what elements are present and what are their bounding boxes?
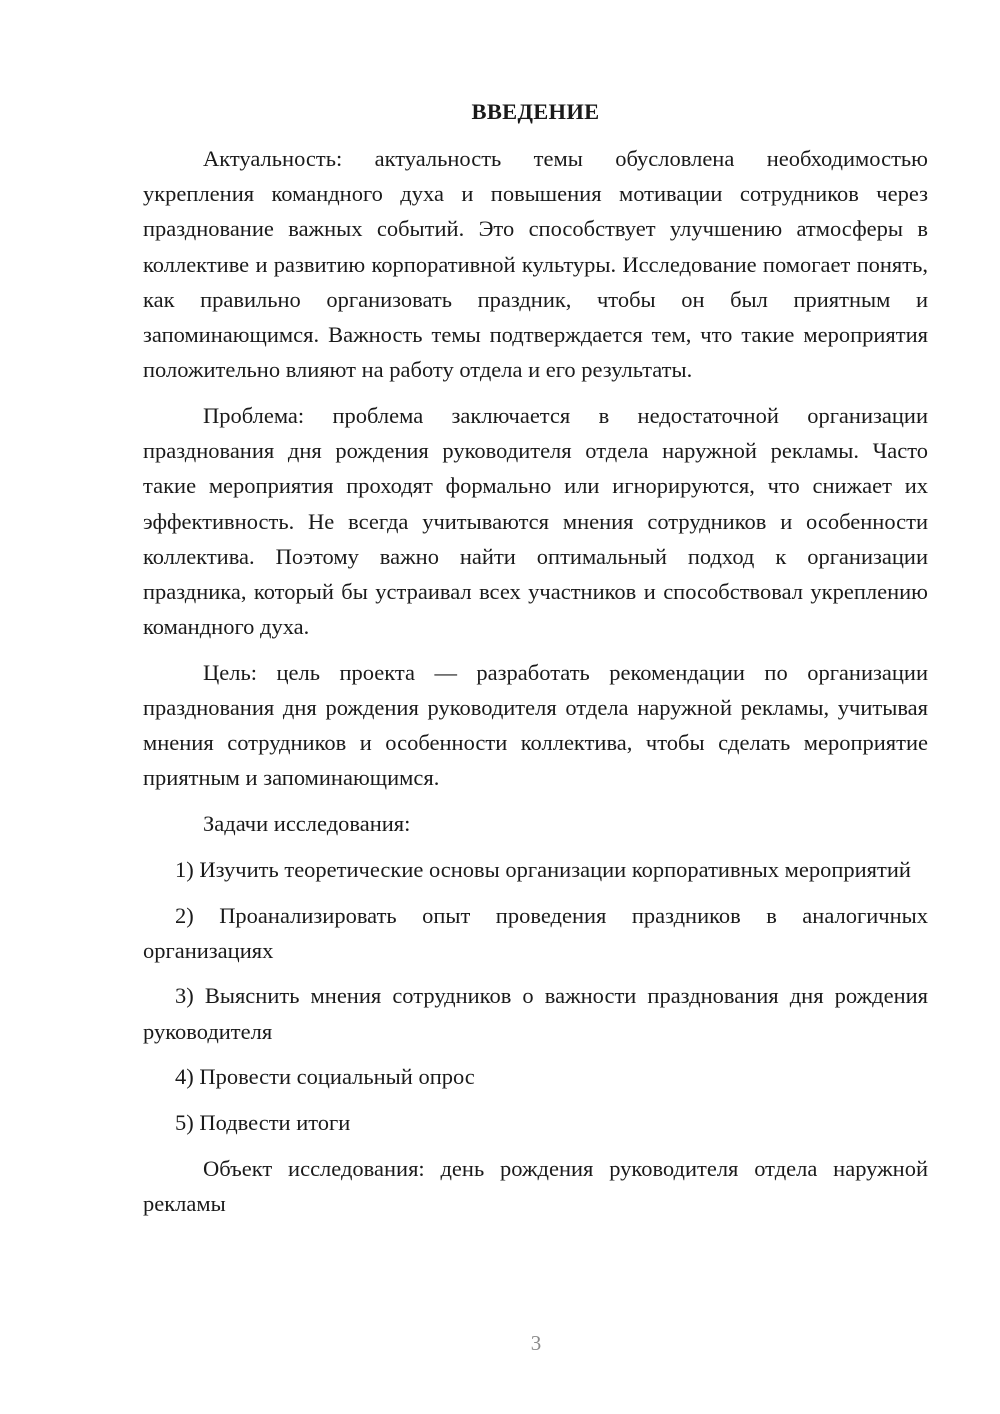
tasks-heading: Задачи исследования: [203,811,411,837]
page-content [143,94,928,1232]
object-paragraph: Объект исследования: день рождения руководителя отдела наружной рекламы [143,1155,928,1216]
task-item-4: 4) Провести социальный опрос [175,1064,475,1090]
task-item-5: 5) Подвести итоги [175,1110,351,1136]
goal-paragraph: Цель: цель проекта — разработать рекомендации по организации празднования дня рождения руководителя отдела наружной рекламы, учитывая мнения сотрудников и особенности коллектива, чтобы сделать мероприятие приятным и запоминающимся. [143,659,928,791]
section-heading: ВВЕДЕНИЕ [471,99,600,124]
problem-paragraph: Проблема: проблема заключается в недостаточной организации празднования дня рождения руководителя отдела наружной рекламы. Часто такие мероприятия проходят формально или игнорируются, что снижает их эффективность. Не всегда учитываются мнения сотрудников и особенности коллектива. Поэтому важно найти оптимальный подход к организации праздника, который бы устраивал всех участников и способствовал укреплению командного духа. [143,402,928,640]
task-item-1: 1) Изучить теоретические основы организации корпоративных мероприятий [175,856,911,882]
page-number: 3 [530,1331,542,1355]
task-item-3: 3) Выяснить мнения сотрудников о важности празднования дня рождения руководителя [143,983,928,1044]
task-item-2: 2) Проанализировать опыт проведения праздников в аналогичных организациях [143,902,928,963]
relevance-paragraph: Актуальность: актуальность темы обусловлена необходимостью укрепления командного духа и повышения мотивации сотрудников через празднование важных событий. Это способствует улучшению атмосферы в коллективе и развитию корпоративной культуры. Исследование помогает понять, как правильно организовать праздник, чтобы он был приятным и запоминающимся. Важность темы подтверждается тем, что такие мероприятия положительно влияют на работу отдела и его результаты. [143,146,928,383]
